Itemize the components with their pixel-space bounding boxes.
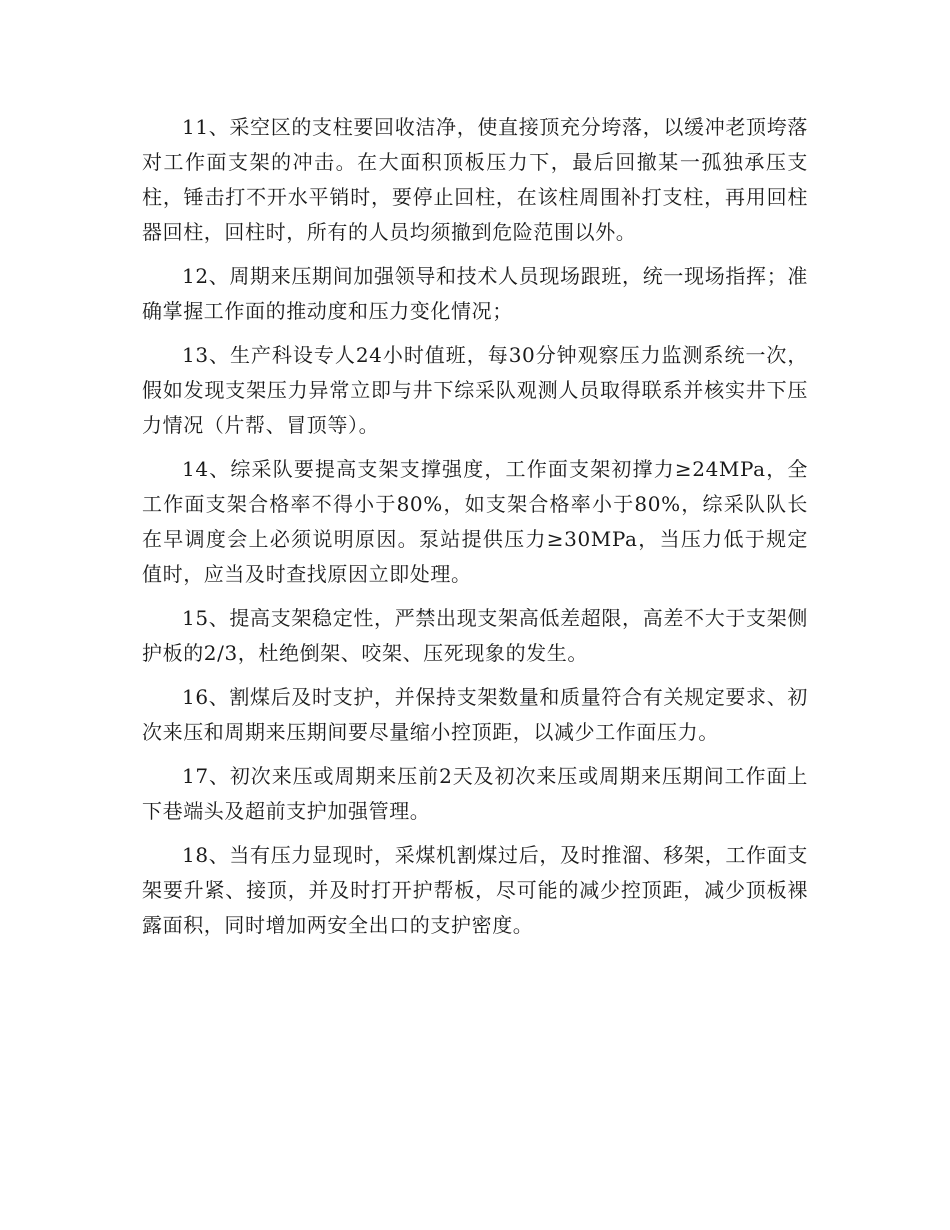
document-body	[142, 110, 808, 952]
paragraph-17: 17、初次来压或周期来压前2天及初次来压或周期来压期间工作面上下巷端头及超前支护加强管理。	[142, 764, 808, 823]
paragraph-13: 13、生产科设专人24小时值班，每30分钟观察压力监测系统一次，假如发现支架压力异常立即与井下综采队观测人员取得联系并核实井下压力情况（片帮、冒顶等）。	[142, 343, 808, 437]
paragraph-11: 11、采空区的支柱要回收洁净，使直接顶充分垮落，以缓冲老顶垮落对工作面支架的冲击。在大面积顶板压力下，最后回撤某一孤独承压支柱，锤击打不开水平销时，要停止回柱，在该柱周围补打支柱，再用回柱器回柱，回柱时，所有的人员均须撤到危险范围以外。	[142, 115, 808, 244]
paragraph-12: 12、周期来压期间加强领导和技术人员现场跟班，统一现场指挥；准确掌握工作面的推动度和压力变化情况；	[142, 264, 808, 323]
paragraph-16: 16、割煤后及时支护，并保持支架数量和质量符合有关规定要求、初次来压和周期来压期间要尽量缩小控顶距，以减少工作面压力。	[142, 685, 808, 744]
paragraph-18: 18、当有压力显现时，采煤机割煤过后，及时推溜、移架，工作面支架要升紧、接顶，并及时打开护帮板，尽可能的减少控顶距，减少顶板裸露面积，同时增加两安全出口的支护密度。	[142, 843, 808, 937]
paragraph-14: 14、综采队要提高支架支撑强度，工作面支架初撑力≥24MPa，全工作面支架合格率不得小于80%，如支架合格率小于80%，综采队队长在早调度会上必须说明原因。泵站提供压力≥30MPa，当压力低于规定值时，应当及时查找原因立即处理。	[142, 457, 808, 586]
paragraph-15: 15、提高支架稳定性，严禁出现支架高低差超限，高差不大于支架侧护板的2/3，杜绝倒架、咬架、压死现象的发生。	[142, 606, 808, 665]
